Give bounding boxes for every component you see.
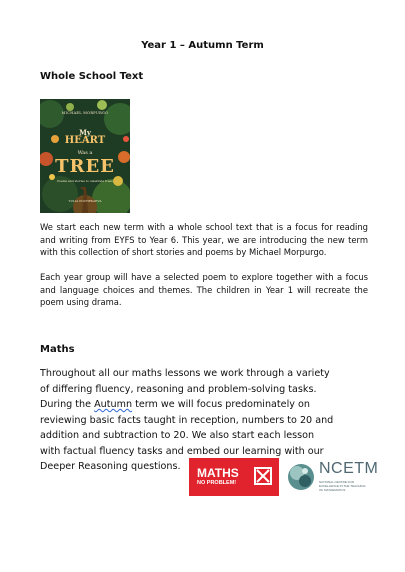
maths-line-part: During the (40, 399, 92, 410)
cover-title-was: Was a (77, 150, 93, 156)
cover-title-heart: HEART (64, 135, 106, 146)
ncetm-subtitle: NATIONAL CENTRE FOR EXCELLENCE IN THE TEACHING OF MATHEMATICS (319, 480, 366, 492)
maths-no-problem-logo (189, 458, 279, 496)
school-text-paragraph-2: Each year group will have a selected poem to explore together with a focus and language choices and themes. The children in Year 1 will recreate the poem using drama. (40, 272, 368, 307)
maths-line: reviewing basic facts taught in reception, numbers to 20 and (40, 414, 334, 426)
cover-subtitle: Poems and stories to celebrate trees (57, 179, 113, 183)
book-cover-image (40, 99, 130, 213)
mnp-logo-main: MATHS (197, 466, 239, 480)
maths-line: Throughout all our maths lessons we work through a variety (40, 368, 330, 379)
page-title: Year 1 – Autumn Term (141, 40, 264, 51)
cover-illustrator: YULIA POCHEKAEVA (68, 199, 102, 203)
ncetm-emblem-icon (287, 462, 315, 492)
maths-line: of differing fluency, reasoning and problem-solving tasks. (40, 383, 317, 395)
maths-line-part: term we will focus predominately on (135, 399, 310, 410)
cover-title-my: My (79, 128, 91, 137)
spellcheck-word: Autumn (94, 399, 133, 410)
school-text-paragraph-1: We start each new term with a whole school text that is a focus for reading and writing from EYFS to Year 6. This year, we are introducing the new term with this collection of short stories and poems by Michael Morpurgo. (40, 222, 368, 257)
whole-school-text-heading: Whole School Text (40, 71, 144, 82)
maths-line: addition and subtraction to 20. We also start each lesson (40, 430, 315, 441)
cover-author: MICHAEL MORPURGO (61, 111, 109, 115)
ncetm-name: NCETM (319, 460, 379, 477)
maths-heading: Maths (40, 344, 75, 355)
maths-line: with factual fluency tasks and embed our learning with our (40, 445, 324, 457)
maths-line: Deeper Reasoning questions. (40, 461, 181, 472)
cover-title-tree: TREE (55, 156, 115, 177)
mnp-logo-sub: NO PROBLEM! (197, 480, 237, 486)
mnp-cross-icon (254, 467, 272, 485)
ncetm-logo (287, 460, 379, 494)
maths-line (40, 397, 370, 413)
